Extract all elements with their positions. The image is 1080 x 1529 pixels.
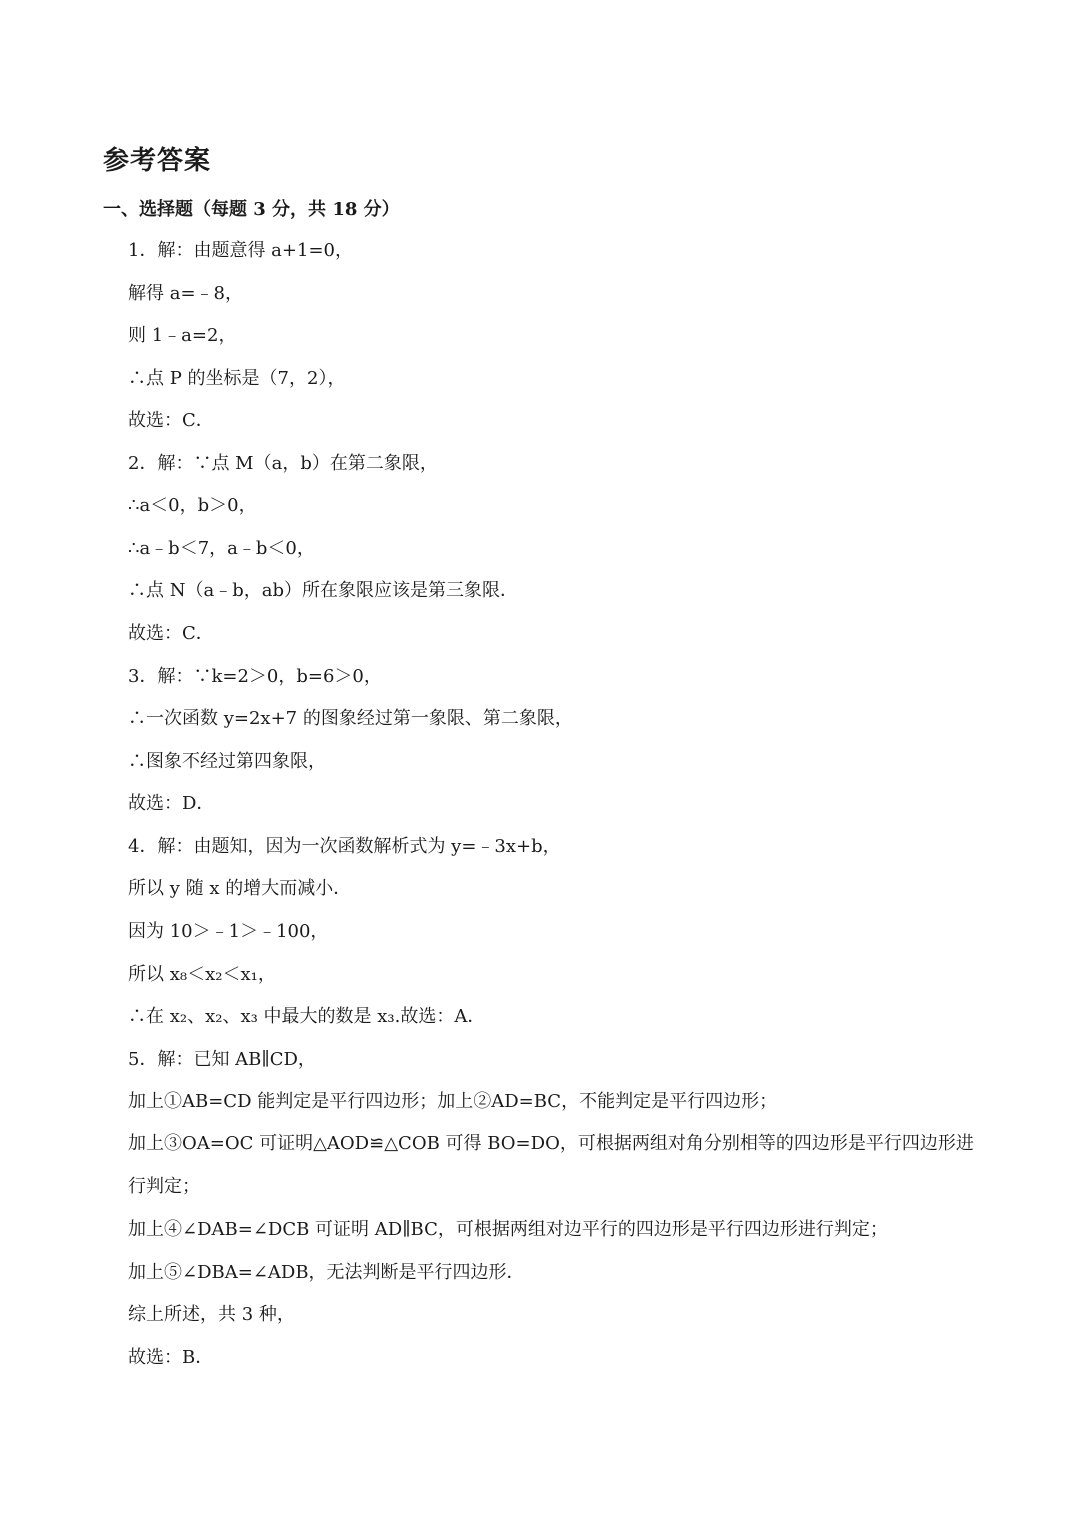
solution-line: 加上③OA=OC 可证明△AOD≌△COB 可得 BO=DO，可根据两组对角分别相等的四边形是平行四边形进行判定； [128,1133,974,1197]
solution-line: 加上①AB=CD 能判定是平行四边形；加上②AD=BC，不能判定是平行四边形； [128,1091,778,1112]
solution-line: 解得 a=﹣8， [128,283,243,304]
solution-line: ∴图象不经过第四象限， [128,751,326,772]
solution-line: ∴点 P 的坐标是（7，2）， [128,368,346,389]
solution-line: 故选：C． [128,410,214,431]
solution-line: ∴在 x₂、x₂、x₃ 中最大的数是 x₃.故选：A． [128,1006,486,1027]
solution-line: 3．解：∵k=2＞0，b=6＞0， [128,666,382,687]
solution-line: ∴a＜0，b＞0， [128,495,257,516]
solution-line: 2．解：∵点 M（a，b）在第二象限， [128,453,438,474]
solution-line: 则 1﹣a=2， [128,325,237,346]
solution-line: 综上所述，共 3 种， [128,1304,295,1325]
solution-line: 因为 10＞﹣1＞﹣100， [128,921,329,942]
solution-line: 故选：B． [128,1347,214,1368]
solution-line: 加上④∠DAB=∠DCB 可证明 AD∥BC，可根据两组对边平行的四边形是平行四边形进行判定； [128,1219,888,1240]
solution-line: 故选：C． [128,623,214,644]
section-heading: 一、选择题（每题 3 分，共 18 分） [103,199,400,220]
solution-line: 故选：D． [128,793,215,814]
solution-line: ∴点 N（a﹣b，ab）所在象限应该是第三象限． [128,580,518,601]
solution-line: 所以 x₈＜x₂＜x₁， [128,964,276,985]
solution-line: 加上⑤∠DBA=∠ADB，无法判断是平行四边形． [128,1262,525,1283]
page-title: 参考答案 [103,146,212,176]
solution-line: 1．解：由题意得 a+1=0， [128,240,353,261]
solution-line: 4．解：由题知，因为一次函数解析式为 y=﹣3x+b， [128,836,561,857]
solution-line: 5．解：已知 AB∥CD， [128,1049,316,1070]
solution-line: 所以 y 随 x 的增大而减小． [128,878,352,899]
solution-line: ∴a﹣b＜7，a﹣b＜0， [128,538,315,559]
solution-line: ∴一次函数 y=2x+7 的图象经过第一象限、第二象限， [128,708,573,729]
